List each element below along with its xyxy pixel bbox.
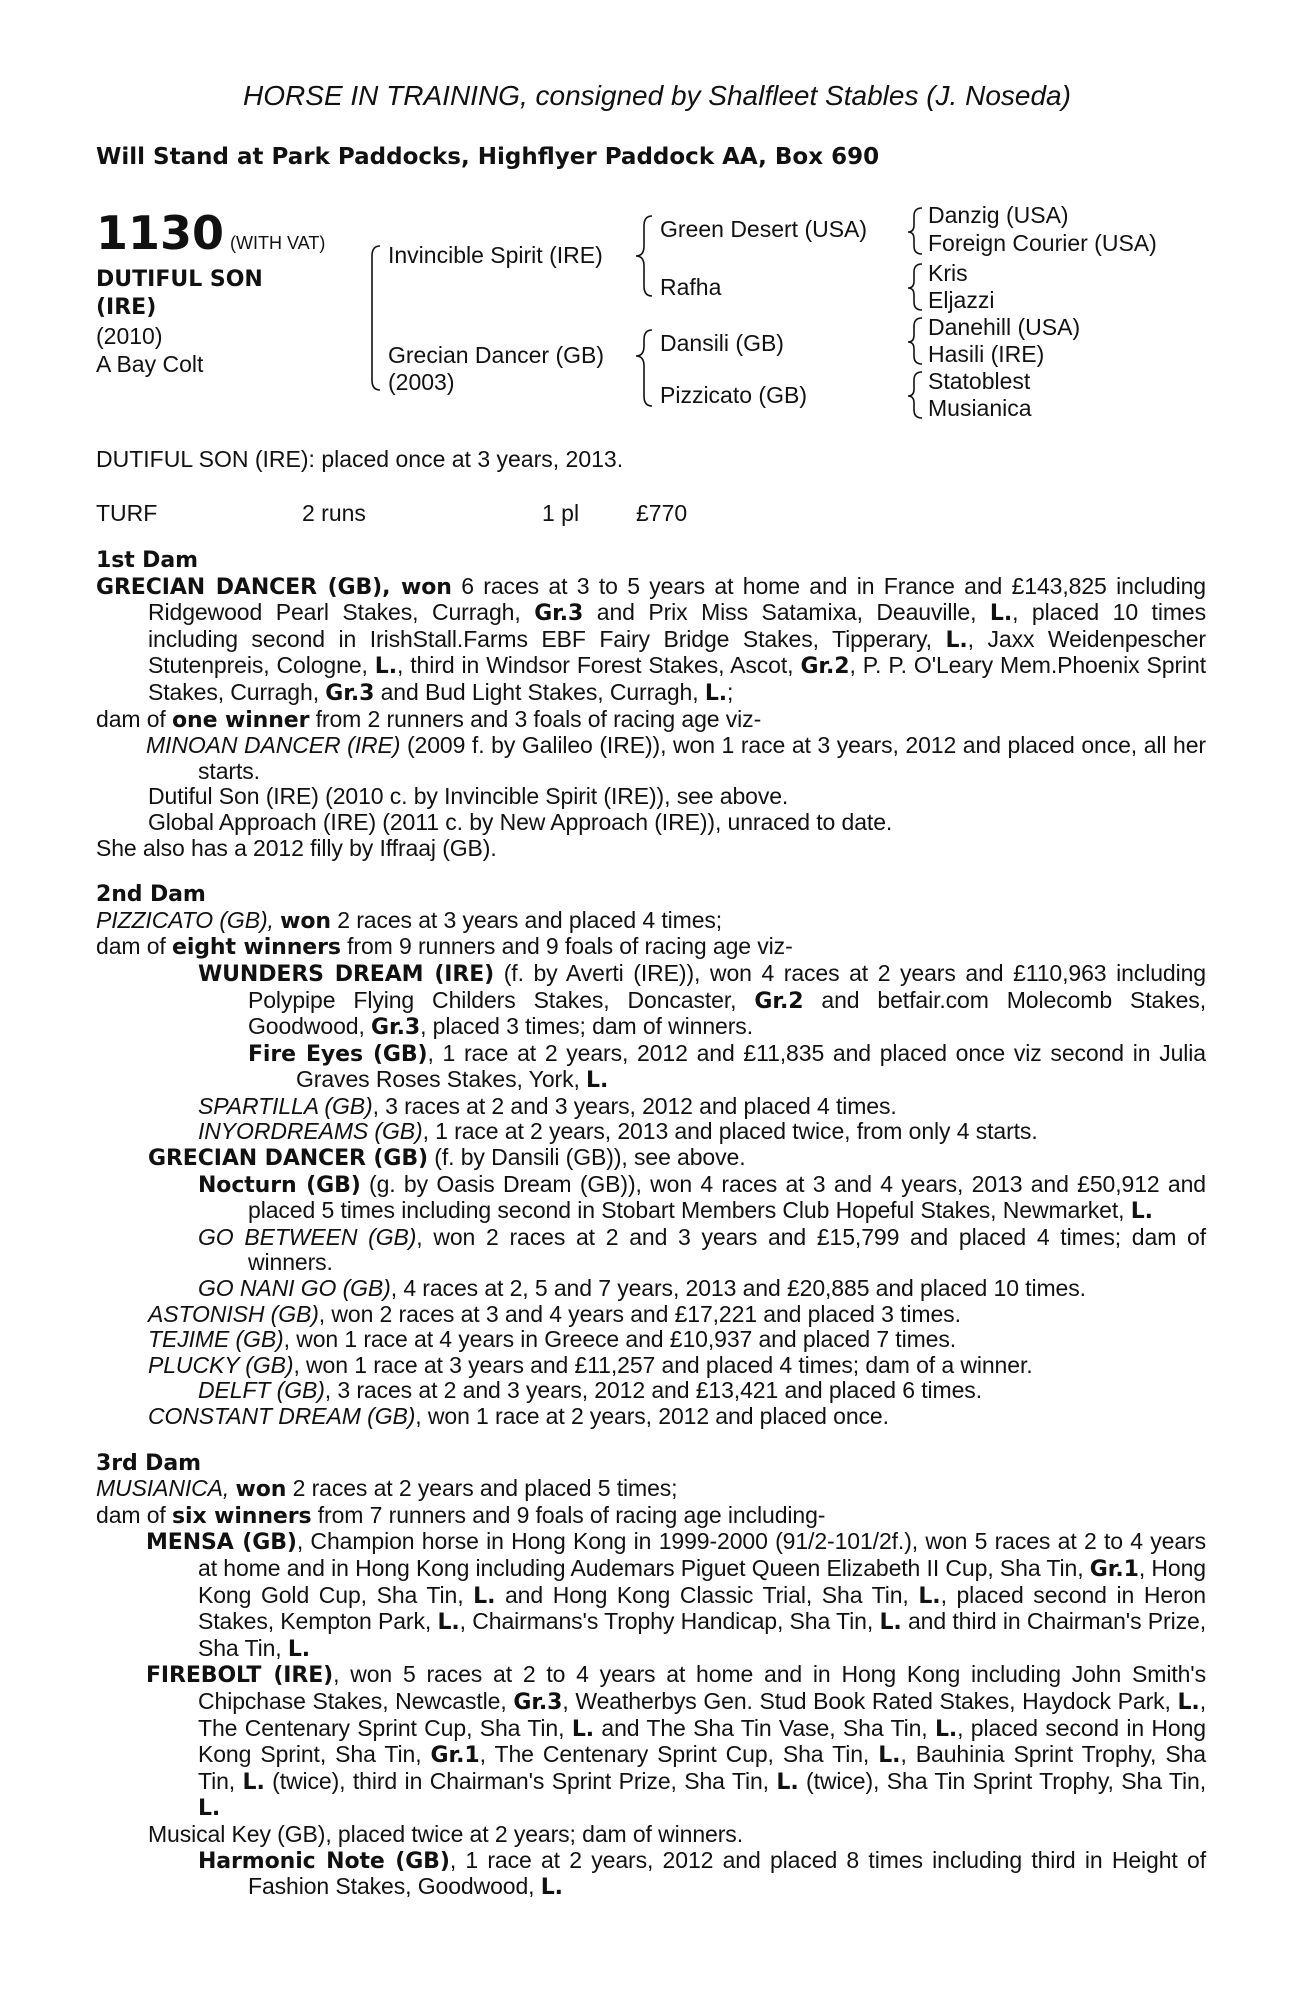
text: , Chairmans's Trophy Handicap, Sha Tin, (459, 1608, 880, 1635)
bracket-main (372, 246, 380, 390)
text: , Jaxx Weidenpescher Stutenpreis, Cologne, (148, 625, 1206, 679)
third-dam-heading: 3rd Dam (96, 1450, 201, 1476)
comma: , (382, 574, 402, 600)
produce-entry (96, 733, 1206, 784)
pedigree-g1: Danzig (USA) (928, 202, 1069, 228)
record-placed: 1 pl (542, 500, 580, 526)
grade: Gr.2 (754, 988, 804, 1014)
bracket-sire (636, 216, 652, 296)
text: , placed 3 times; dam of winners. (420, 1013, 753, 1040)
text: , won 5 races at 2 to 4 years at home and in Hong Kong including John Smith's Chipchase Stakes, Newcastle, (198, 1661, 1207, 1714)
text: , Champion horse in Hong Kong in 1999-2000 (91/2-101/2f.), won 5 races at 2 to 4 years at home and in Hong Kong including Audemars Piguet Queen Elizabeth II Cup, Sha Tin, (198, 1528, 1206, 1581)
text: (f. by Averti (IRE)), won 4 races at 2 years and £110,963 including Polypipe Flying Childers Stakes, Doncaster, (248, 959, 1206, 1013)
pedigree-g4: Eljazzi (928, 287, 995, 313)
comma: , (222, 1475, 236, 1502)
text: and Hong Kong Classic Trial, Sha Tin, (495, 1581, 919, 1608)
produce-name: SPARTILLA (GB) (198, 1092, 373, 1119)
text: (f. by Dansili (GB)), see above. (427, 1144, 746, 1171)
record-earnings: £770 (636, 500, 688, 526)
vat-note: (WITH VAT) (230, 233, 326, 253)
text: and betfair.com Molecomb Stakes, Goodwood, (248, 986, 1206, 1040)
produce-name: GRECIAN DANCER (GB) (148, 1146, 428, 1172)
second-dam-record (96, 908, 1206, 935)
second-dam-section (96, 882, 1206, 1429)
text: , won 1 race at 3 years and £11,257 and placed 4 times; dam of a winner. (293, 1351, 1033, 1378)
produce-name: MENSA (GB) (146, 1530, 297, 1556)
pedigree-dam-year: (2003) (388, 369, 455, 395)
race-summary: DUTIFUL SON (IRE): placed once at 3 years, 2013. (96, 446, 624, 472)
listed: L. (473, 1583, 496, 1609)
text: , Bauhinia Sprint Trophy, Sha Tin, (198, 1741, 1207, 1794)
listed: L. (571, 1716, 594, 1742)
produce-entry (96, 1119, 1206, 1145)
text: (g. by Oasis Dream (GB)), won 4 races at 3 and 4 years, 2013 and £50,912 and placed 5 times including second in Stobart Members Club Hopeful Stakes, Newmarket, (248, 1170, 1206, 1224)
foaling-year: (2010) (96, 323, 163, 349)
listed: L. (1130, 1199, 1153, 1225)
text: and third in Chairman's Prize, Sha Tin, (198, 1608, 1206, 1661)
grade: Gr.3 (513, 1689, 563, 1715)
pedigree-dam-sire: Dansili (GB) (660, 330, 784, 356)
text: , placed second in Heron Stakes, Kempton Park, (198, 1581, 1206, 1635)
first-dam-produce-summary (96, 707, 1206, 734)
listed: L. (704, 680, 728, 706)
pedigree-g8: Musianica (928, 395, 1032, 421)
grade: Gr.1 (1089, 1556, 1139, 1582)
first-dam-record (96, 574, 1206, 707)
third-dam-record (96, 1476, 1206, 1503)
text: , 3 races at 2 and 3 years, 2012 and £13,421 and placed 6 times. (324, 1377, 983, 1404)
pedigree-sire-sire: Green Desert (USA) (660, 216, 868, 242)
produce-entry (96, 1172, 1206, 1225)
produce-entry (96, 1327, 1206, 1353)
text: 6 races at 3 to 5 years at home and in France and £143,825 including Ridgewood Pearl Stakes, Curragh, (148, 572, 1206, 626)
produce-name: GO BETWEEN (GB) (198, 1223, 417, 1250)
produce-name: ASTONISH (GB) (148, 1300, 319, 1327)
produce-name: Fire Eyes (GB) (248, 1041, 428, 1067)
bracket-g4 (908, 372, 922, 418)
horse-name-line1: DUTIFUL SON (96, 267, 263, 292)
listed: L. (878, 1743, 901, 1769)
text: from 7 runners and 9 foals of racing age including- (311, 1501, 826, 1528)
listed: L. (918, 1583, 941, 1609)
consignor-heading: HORSE IN TRAINING, consigned by Shalfleet Stables (J. Noseda) (243, 80, 1071, 111)
listed: L. (934, 1716, 958, 1742)
grade: Gr.3 (534, 601, 584, 627)
produce-name: CONSTANT DREAM (GB) (148, 1403, 416, 1429)
text: (twice), third in Chairman's Sprint Prize, Sha Tin, (264, 1767, 777, 1794)
text: , won 2 races at 3 and 4 years and £17,221 and placed 3 times. (318, 1300, 961, 1327)
produce-entry (96, 1404, 1206, 1430)
text: , Weatherbys Gen. Stud Book Rated Stakes, Haydock Park, (562, 1687, 1178, 1714)
produce-name: GO NANI GO (GB) (198, 1275, 391, 1302)
third-dam-section (96, 1451, 1206, 1901)
third-dam-name: MUSIANICA (96, 1475, 223, 1502)
listed: L. (879, 1610, 902, 1636)
text: , third in Windsor Forest Stakes, Ascot, (396, 652, 801, 679)
record-surface: TURF (96, 500, 158, 526)
text: , placed 10 times including second in IrishStall.Farms EBF Fairy Bridge Stakes, Tipperary, (148, 599, 1206, 652)
horse-name-line2: (IRE) (96, 295, 157, 320)
produce-entry: Musical Key (GB), placed twice at 2 years; dam of winners. (148, 1820, 743, 1847)
pedigree-g6: Hasili (IRE) (928, 341, 1045, 367)
pedigree-sire: Invincible Spirit (IRE) (388, 242, 603, 268)
listed: L. (989, 601, 1013, 627)
bracket-g1 (908, 208, 922, 254)
pedigree-brackets (0, 0, 1314, 440)
produce-entry (96, 1302, 1206, 1328)
pedigree-dam: Grecian Dancer (GB) (388, 342, 605, 368)
winners-count: one winner (172, 707, 310, 733)
listed: L. (1177, 1689, 1200, 1715)
text: , placed second in Hong Kong Sprint, Sha Tin, (198, 1714, 1206, 1768)
text: , won 2 races at 2 and 3 years and £15,799 and placed 4 times; dam of winners. (248, 1223, 1206, 1276)
text: from 2 runners and 3 foals of racing age viz- (309, 705, 762, 732)
grade: Gr.3 (371, 1015, 421, 1041)
produce-entry (96, 1276, 1206, 1302)
text: , won 1 race at 4 years in Greece and £10,937 and placed 7 times. (283, 1326, 957, 1353)
listed: L. (540, 1875, 563, 1901)
second-dam-heading: 2nd Dam (96, 882, 206, 908)
text: , 1 race at 2 years, 2012 and placed 8 times including third in Height of Fashion Stakes, Goodwood, (248, 1846, 1206, 1900)
text: 2 races at 2 years and placed 5 times; (286, 1475, 678, 1502)
produce-name: WUNDERS DREAM (IRE) (198, 961, 495, 987)
second-dam-name: PIZZICATO (GB) (96, 906, 268, 933)
record-runs: 2 runs (302, 500, 366, 526)
produce-name: FIREBOLT (IRE) (146, 1663, 334, 1689)
text: , The Centenary Sprint Cup, Sha Tin, (198, 1687, 1206, 1741)
first-dam-name: GRECIAN DANCER (GB) (96, 574, 383, 600)
text: (twice), Sha Tin Sprint Trophy, Sha Tin, (798, 1767, 1206, 1794)
text: (2009 f. by Galileo (IRE)), won 1 race at 3 years, 2012 and placed once, all her starts. (198, 732, 1206, 784)
bracket-dam (636, 330, 652, 406)
text: , P. P. O'Leary Mem.Phoenix Sprint Stakes, Curragh, (148, 652, 1206, 705)
produce-entry (96, 1662, 1206, 1822)
text: , Hong Kong Gold Cup, Sha Tin, (198, 1554, 1206, 1608)
produce-entry: Global Approach (IRE) (2011 c. by New Approach (IRE)), unraced to date. (148, 808, 893, 835)
produce-name: PLUCKY (GB) (148, 1351, 294, 1378)
winners-count: eight winners (172, 935, 341, 961)
pedigree-sire-dam: Rafha (660, 274, 722, 300)
horse-description: A Bay Colt (96, 351, 204, 377)
pedigree-g7: Statoblest (928, 368, 1031, 394)
listed: L. (437, 1610, 460, 1636)
text: and The Sha Tin Vase, Sha Tin, (594, 1714, 935, 1741)
produce-name: MINOAN DANCER (IRE) (146, 732, 401, 759)
winners-count: six winners (172, 1503, 312, 1529)
text: , won 1 race at 2 years, 2012 and placed once. (415, 1403, 889, 1429)
text: , 4 races at 2, 5 and 7 years, 2013 and £20,885 and placed 10 times. (390, 1275, 1086, 1302)
pedigree-dam-dam: Pizzicato (GB) (660, 382, 807, 408)
text: and Prix Miss Satamixa, Deauville, (583, 599, 990, 626)
bracket-g3 (908, 318, 922, 364)
won-label: won (280, 908, 331, 934)
produce-entry (96, 1378, 1206, 1404)
listed: L. (287, 1636, 311, 1662)
text: dam of (96, 1501, 173, 1528)
produce-entry: Dutiful Son (IRE) (2010 c. by Invincible Spirit (IRE)), see above. (148, 783, 789, 810)
listed: L. (776, 1769, 799, 1795)
pedigree-details (96, 548, 1206, 1922)
text: , 1 race at 2 years, 2013 and placed twice, from only 4 starts. (422, 1118, 1038, 1145)
pedigree-g5: Danehill (USA) (928, 314, 1081, 340)
produce-name: Harmonic Note (GB) (198, 1848, 450, 1874)
text: and Bud Light Stakes, Curragh, (374, 678, 705, 705)
listed: L. (374, 654, 397, 680)
text: 2 races at 3 years and placed 4 times; (330, 906, 723, 933)
text: , The Centenary Sprint Cup, Sha Tin, (479, 1741, 879, 1768)
first-dam-section (96, 548, 1206, 861)
won-label: won (235, 1477, 287, 1503)
produce-entry (96, 1225, 1206, 1276)
stand-location: Will Stand at Park Paddocks, Highflyer Paddock AA, Box 690 (96, 144, 880, 170)
produce-entry (96, 1145, 1206, 1172)
listed: L. (198, 1796, 221, 1822)
listed: L. (586, 1068, 609, 1094)
text: , 1 race at 2 years, 2012 and £11,835 and placed once viz second in Julia Graves Roses Stakes, York, (296, 1039, 1206, 1093)
produce-name: Nocturn (GB) (198, 1172, 361, 1198)
produce-entry (96, 1041, 1206, 1094)
produce-entry (96, 1353, 1206, 1379)
grade: Gr.3 (325, 680, 375, 706)
text: dam of (96, 933, 173, 960)
bracket-g2 (908, 264, 922, 310)
won-label: won (401, 574, 452, 600)
produce-entry (96, 1094, 1206, 1120)
grade: Gr.2 (800, 654, 850, 680)
first-dam-heading: 1st Dam (96, 548, 198, 573)
listed: L. (242, 1769, 265, 1795)
produce-entry (96, 1529, 1206, 1662)
text: dam of (96, 705, 173, 732)
produce-name: TEJIME (GB) (148, 1326, 284, 1353)
lot-number: 1130 (96, 206, 225, 260)
produce-name: INYORDREAMS (GB) (198, 1118, 423, 1145)
produce-entry (96, 961, 1206, 1041)
produce-entry (96, 1848, 1206, 1901)
comma: , (267, 906, 281, 933)
produce-note: She also has a 2012 filly by Iffraaj (GB). (96, 834, 497, 861)
third-dam-produce-summary (96, 1503, 1206, 1530)
text: from 9 runners and 9 foals of racing age viz- (340, 933, 793, 960)
second-dam-produce-summary (96, 934, 1206, 961)
produce-name: DELFT (GB) (198, 1377, 325, 1404)
grade: Gr.1 (430, 1743, 480, 1769)
text: , 3 races at 2 and 3 years, 2012 and placed 4 times. (372, 1092, 897, 1119)
text: ; (727, 678, 734, 705)
pedigree-g3: Kris (928, 260, 968, 286)
pedigree-g2: Foreign Courier (USA) (928, 230, 1157, 256)
listed: L. (945, 627, 968, 653)
